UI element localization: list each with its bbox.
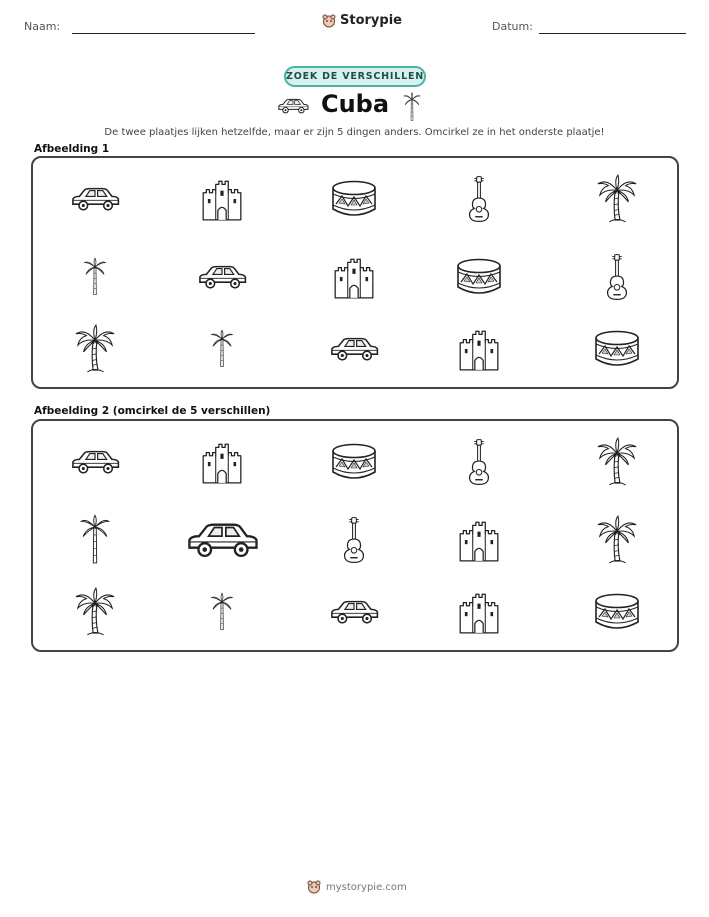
- castle-icon[interactable]: [457, 589, 501, 635]
- brand-name: Storypie: [340, 13, 402, 28]
- brand-logo: [322, 13, 402, 28]
- mascot-icon: [322, 14, 336, 28]
- drum-icon[interactable]: [330, 441, 378, 483]
- castle-icon[interactable]: [200, 439, 244, 485]
- slim-palm-icon[interactable]: [209, 586, 235, 638]
- car-icon[interactable]: [69, 446, 121, 478]
- palm-tree-icon: [596, 174, 638, 224]
- palm-tree-icon: [74, 324, 116, 374]
- instructions: De twee plaatjes lijken hetzelfde, maar er zijn 5 dingen anders. Omcirkel ze in het onderste plaatje!: [104, 127, 605, 138]
- picture-2-panel[interactable]: [31, 419, 679, 652]
- footer-url: mystorypie.com: [326, 881, 407, 893]
- slim-palm-icon: [402, 92, 422, 122]
- guitar-icon[interactable]: [465, 437, 493, 487]
- drum-icon[interactable]: [593, 591, 641, 633]
- palm-tree-icon[interactable]: [74, 587, 116, 637]
- car-icon: [328, 333, 380, 365]
- drum-icon: [593, 328, 641, 370]
- date-label: Datum:: [492, 20, 533, 33]
- guitar-icon[interactable]: [340, 515, 368, 565]
- picture-2-label: Afbeelding 2 (omcirkel de 5 verschillen): [34, 405, 271, 417]
- picture-1-label: Afbeelding 1: [34, 143, 110, 155]
- activity-badge: ZOEK DE VERSCHILLEN: [284, 66, 426, 87]
- name-label: Naam:: [24, 20, 61, 33]
- slim-palm-icon: [82, 251, 108, 303]
- castle-icon: [457, 326, 501, 372]
- car-icon: [69, 183, 121, 215]
- castle-icon: [200, 176, 244, 222]
- mascot-icon: [307, 880, 321, 894]
- guitar-icon: [465, 174, 493, 224]
- castle-icon[interactable]: [457, 517, 501, 563]
- castle-icon: [332, 254, 376, 300]
- car-icon: [196, 261, 248, 293]
- page-title: Cuba: [320, 90, 390, 118]
- drum-icon: [330, 178, 378, 220]
- slim-palm-icon: [209, 323, 235, 375]
- drum-icon: [455, 256, 503, 298]
- palm-tree-icon[interactable]: [596, 437, 638, 487]
- picture-1-panel: [31, 156, 679, 389]
- car-icon[interactable]: [182, 517, 262, 563]
- slim-palm-icon[interactable]: [78, 507, 112, 573]
- footer: [307, 880, 407, 894]
- guitar-icon: [603, 252, 631, 302]
- car-icon[interactable]: [328, 596, 380, 628]
- name-field[interactable]: [72, 33, 255, 34]
- date-field[interactable]: [539, 33, 686, 34]
- palm-tree-icon[interactable]: [596, 515, 638, 565]
